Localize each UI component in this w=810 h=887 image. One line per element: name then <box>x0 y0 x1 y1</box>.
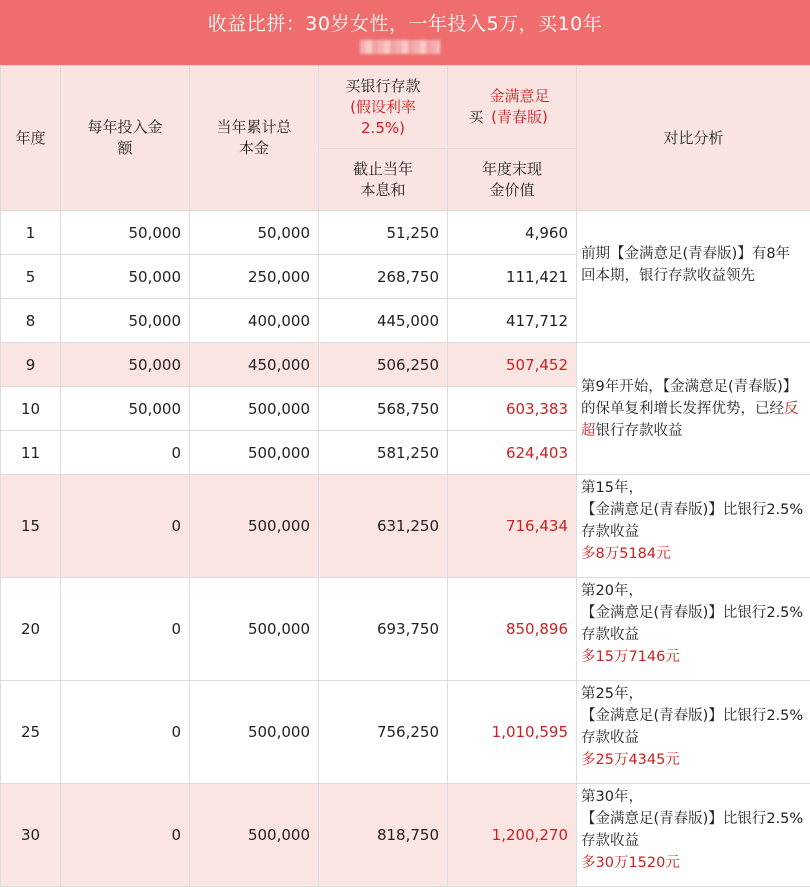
table-row: 1 50,000 50,000 51,250 4,960 前期【金满意足(青春版)】有8年回本期，银行存款收益领先 <box>1 211 810 255</box>
header-bank-total: 截止当年本息和 <box>319 149 448 211</box>
header-product-cash-value: 年度末现金价值 <box>448 149 577 211</box>
table-row: 10 50,000 500,000 568,750 603,383 <box>1 387 810 431</box>
analysis-year-30: 第30年， 【金满意足(青春版)】比银行2.5%存款收益 多30万1520元 <box>577 784 810 887</box>
page-title: 收益比拼：30岁女性，一年投入5万，买10年 <box>0 9 810 36</box>
table-row: 5 50,000 250,000 268,750 111,421 <box>1 255 810 299</box>
header-annual-invest: 每年投入金额 <box>61 66 190 211</box>
table-row: 30 0 500,000 818,750 1,200,270 第30年， 【金满意足(青春版)】比银行2.5%存款收益 多30万1520元 <box>1 784 810 887</box>
bank-group-title: 买银行存款 <box>319 76 447 97</box>
header-analysis: 对比分析 <box>577 66 810 211</box>
table-row: 8 50,000 400,000 445,000 417,712 <box>1 299 810 343</box>
header-year: 年度 <box>1 66 61 211</box>
table-row: 20 0 500,000 693,750 850,896 第20年， 【金满意足(青春版)】比银行2.5%存款收益 多15万7146元 <box>1 578 810 681</box>
analysis-overtake: 第9年开始，【金满意足(青春版)】的保单复利增长发挥优势，已经反超银行存款收益 <box>577 343 810 475</box>
table-row: 9 50,000 450,000 506,250 507,452 第9年开始，【金满意足(青春版)】的保单复利增长发挥优势，已经反超银行存款收益 <box>1 343 810 387</box>
bank-rate-note: (假设利率2.5%) <box>333 97 433 139</box>
comparison-table <box>0 65 810 887</box>
analysis-year-15: 第15年， 【金满意足(青春版)】比银行2.5%存款收益 多8万5184元 <box>577 475 810 578</box>
table-row: 25 0 500,000 756,250 1,010,595 第25年， 【金满意足(青春版)】比银行2.5%存款收益 多25万4345元 <box>1 681 810 784</box>
analysis-year-20: 第20年， 【金满意足(青春版)】比银行2.5%存款收益 多15万7146元 <box>577 578 810 681</box>
header-product-group: 买金满意足(青春版) <box>448 66 577 149</box>
blurred-watermark <box>360 40 440 54</box>
analysis-year-25: 第25年， 【金满意足(青春版)】比银行2.5%存款收益 多25万4345元 <box>577 681 810 784</box>
table-row: 11 0 500,000 581,250 624,403 <box>1 431 810 475</box>
product-name: 金满意足(青春版) <box>484 86 556 128</box>
header-cumulative-principal: 当年累计总本金 <box>190 66 319 211</box>
header-bank-group <box>319 66 448 149</box>
title-bar <box>0 0 810 65</box>
analysis-early: 前期【金满意足(青春版)】有8年回本期，银行存款收益领先 <box>577 211 810 343</box>
table-row: 15 0 500,000 631,250 716,434 第15年， 【金满意足(青春版)】比银行2.5%存款收益 多8万5184元 <box>1 475 810 578</box>
